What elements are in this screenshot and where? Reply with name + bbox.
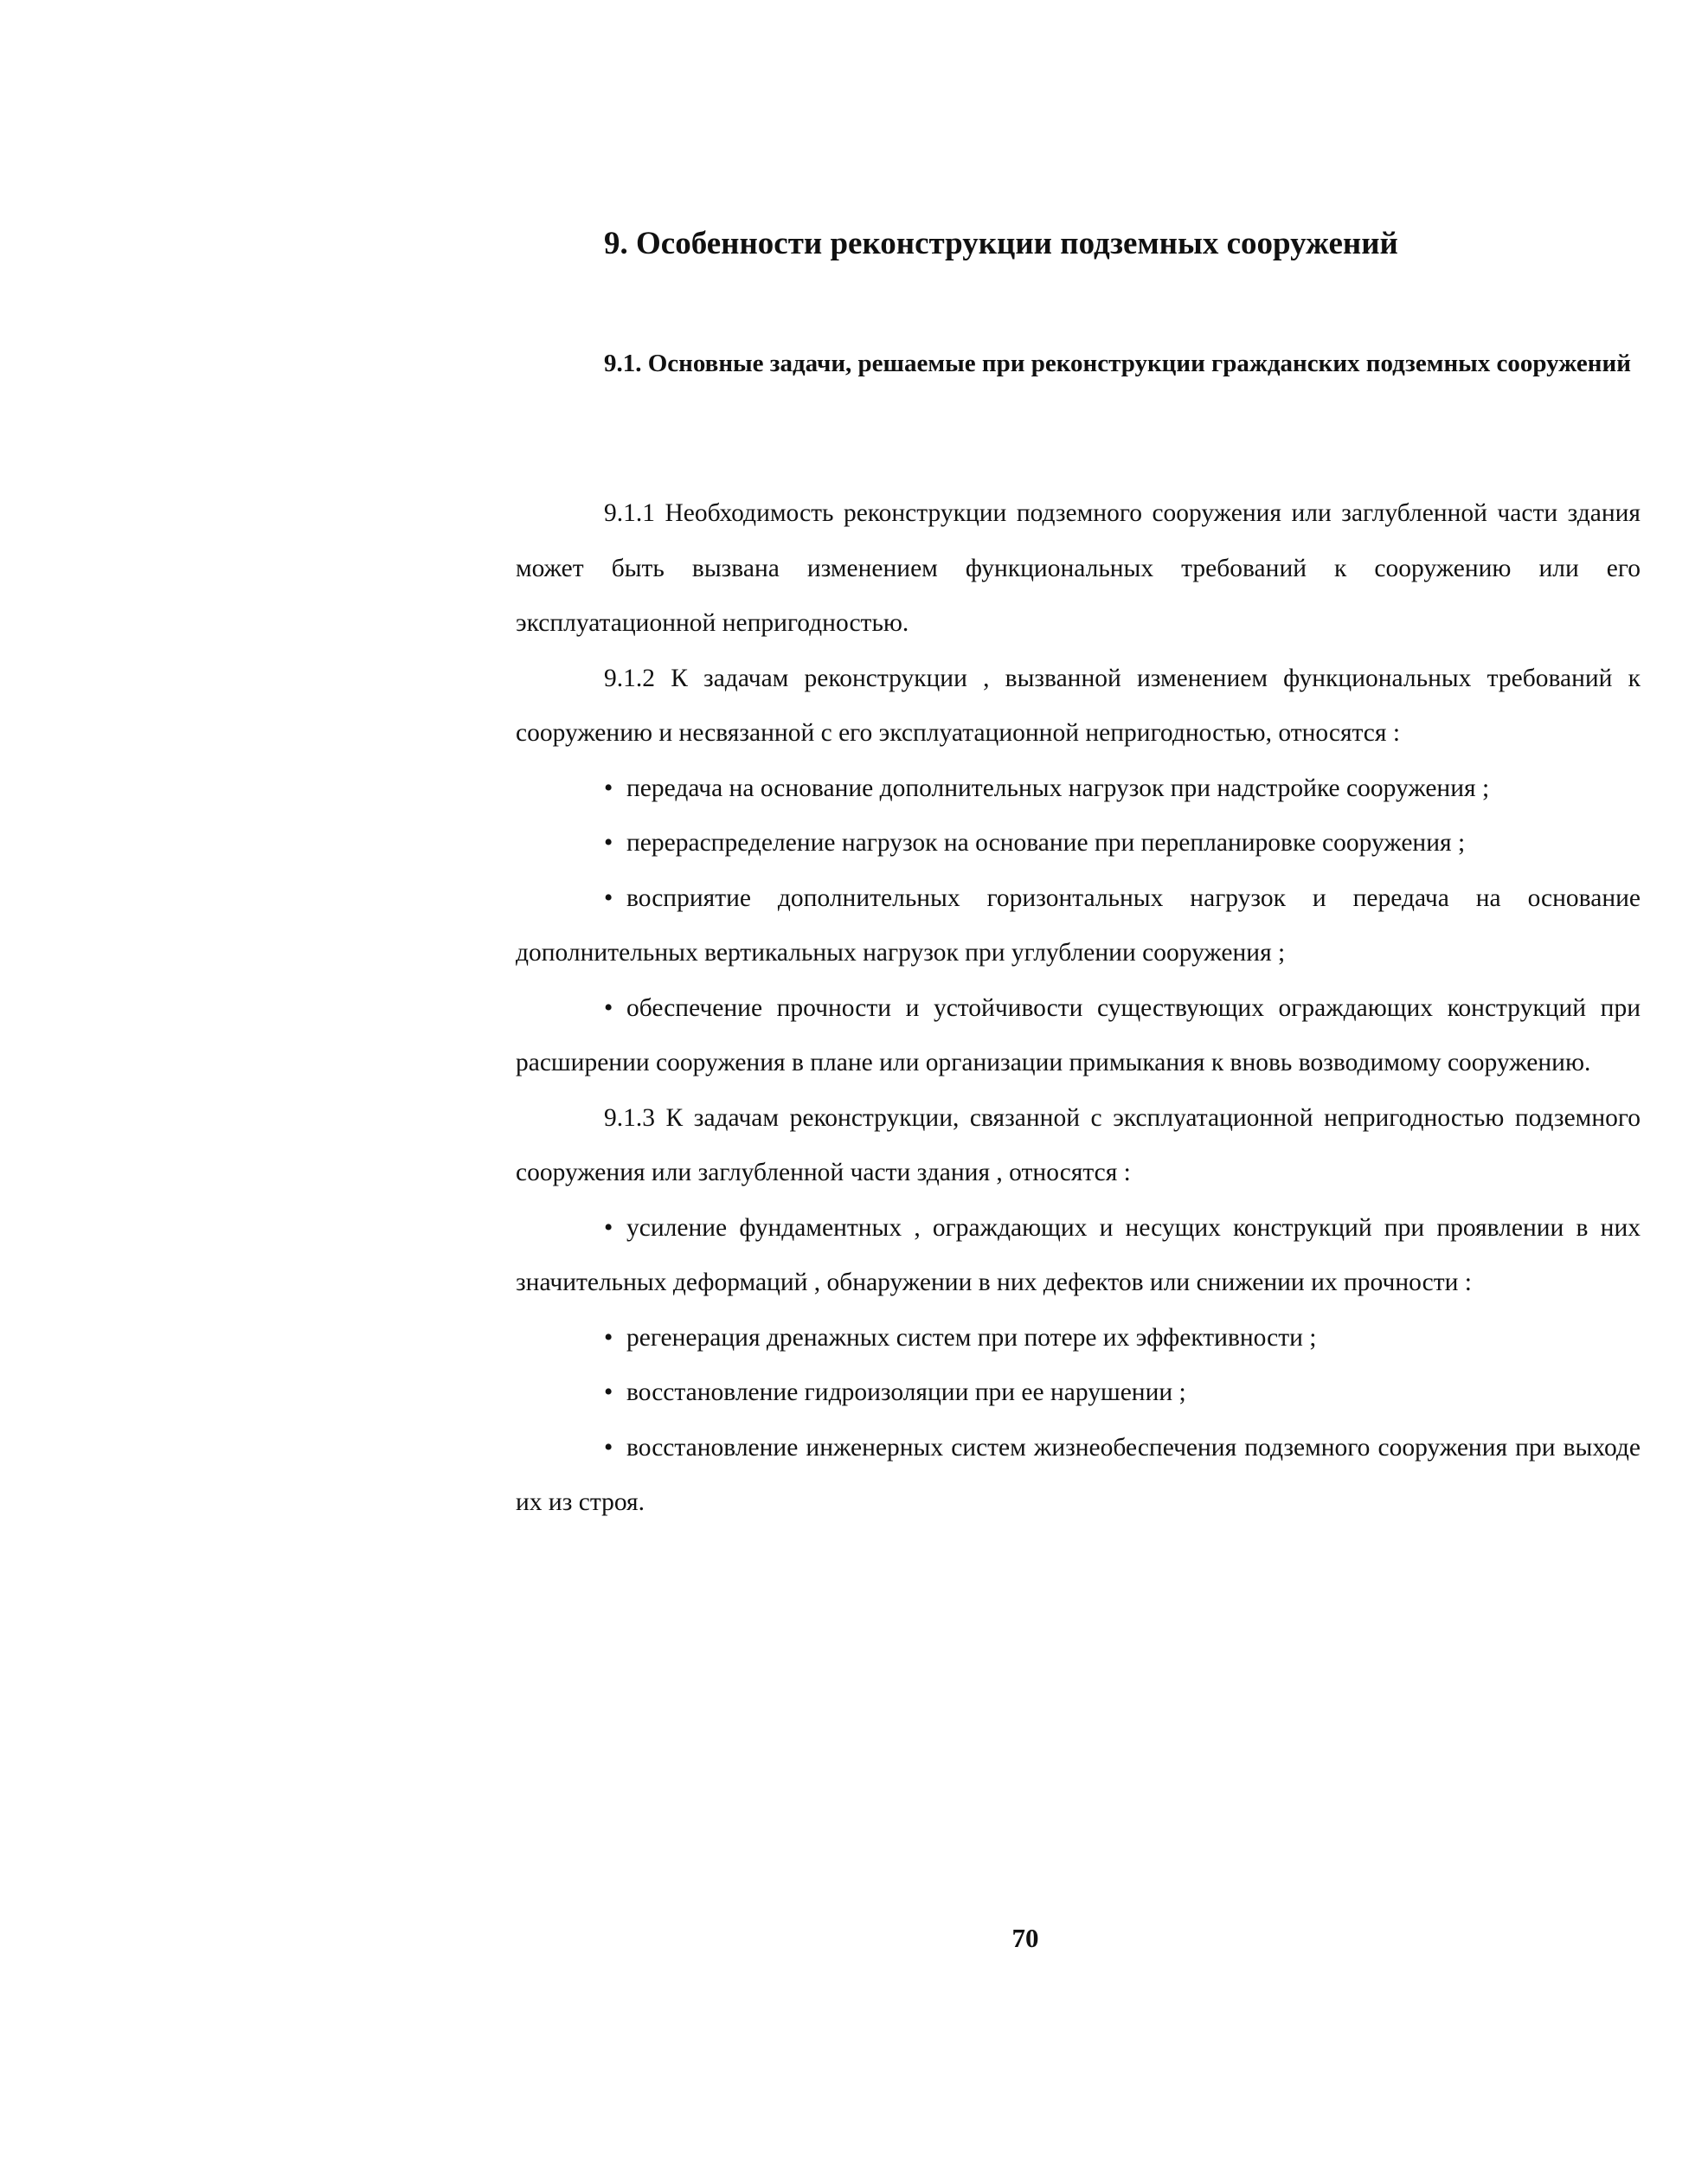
bullet-icon: • <box>604 774 613 802</box>
bullet-icon: • <box>604 1433 613 1462</box>
list-item <box>516 871 1641 981</box>
list-item <box>516 1311 1641 1366</box>
list-item <box>516 761 1641 817</box>
list-item <box>516 1421 1641 1531</box>
bullet-icon: • <box>604 1323 613 1352</box>
bullet-icon: • <box>604 1378 613 1406</box>
list-item-text: восприятие дополнительных горизонтальных нагрузок и передача на основание дополнительных вертикальных нагрузок при углублении сооружения ; <box>516 884 1641 967</box>
list-item-text: обеспечение прочности и устойчивости существующих ограждающих конструкций при расширении сооружения в плане или организации примыкания к вновь возводимому сооружению. <box>516 993 1641 1076</box>
page-number <box>0 1923 1708 1954</box>
body-text <box>516 486 1641 1531</box>
list-item-text: восстановление инженерных систем жизнеобеспечения подземного сооружения при выходе их из строя. <box>516 1433 1641 1516</box>
bullet-icon: • <box>604 993 613 1022</box>
bullet-icon: • <box>604 829 613 857</box>
bullet-icon: • <box>604 884 613 912</box>
list-item <box>516 1366 1641 1421</box>
paragraph-9-1-3: 9.1.3 К задачам реконструкции, связанной с эксплуатационной непригодностью подземного сооружения или заглубленной части здания , относятся : <box>516 1103 1641 1186</box>
list-item <box>516 981 1641 1091</box>
list-item <box>516 816 1641 871</box>
list-item-text: регенерация дренажных систем при потере их эффективности ; <box>626 1323 1317 1352</box>
list-item-text: передача на основание дополнительных нагрузок при надстройке сооружения ; <box>626 774 1490 802</box>
bullet-icon: • <box>604 1213 613 1242</box>
chapter-title: 9. Особенности реконструкции подземных сооружений <box>604 226 1398 261</box>
list-item-text: восстановление гидроизоляции при ее нарушении ; <box>626 1378 1186 1406</box>
paragraph-9-1-2: 9.1.2 К задачам реконструкции , вызванной изменением функциональных требований к сооружению и несвязанной с его эксплуатационной непригодностью, относятся : <box>516 664 1641 747</box>
page-number-text: 70 <box>1011 1923 1039 1953</box>
list-item-text: усиление фундаментных , ограждающих и несущих конструкций при проявлении в них значительных деформаций , обнаружении в них дефектов или снижении их прочности : <box>516 1213 1641 1296</box>
list-item <box>516 1201 1641 1311</box>
list-item-text: перераспределение нагрузок на основание при перепланировке сооружения ; <box>626 829 1466 857</box>
section-title: 9.1. Основные задачи, решаемые при реконструкции гражданских подземных сооружений <box>604 350 1631 377</box>
paragraph-9-1-1: 9.1.1 Необходимость реконструкции подземного сооружения или заглубленной части здания может быть вызвана изменением функциональных требований к сооружению или его эксплуатационной непригодностью. <box>516 499 1641 637</box>
